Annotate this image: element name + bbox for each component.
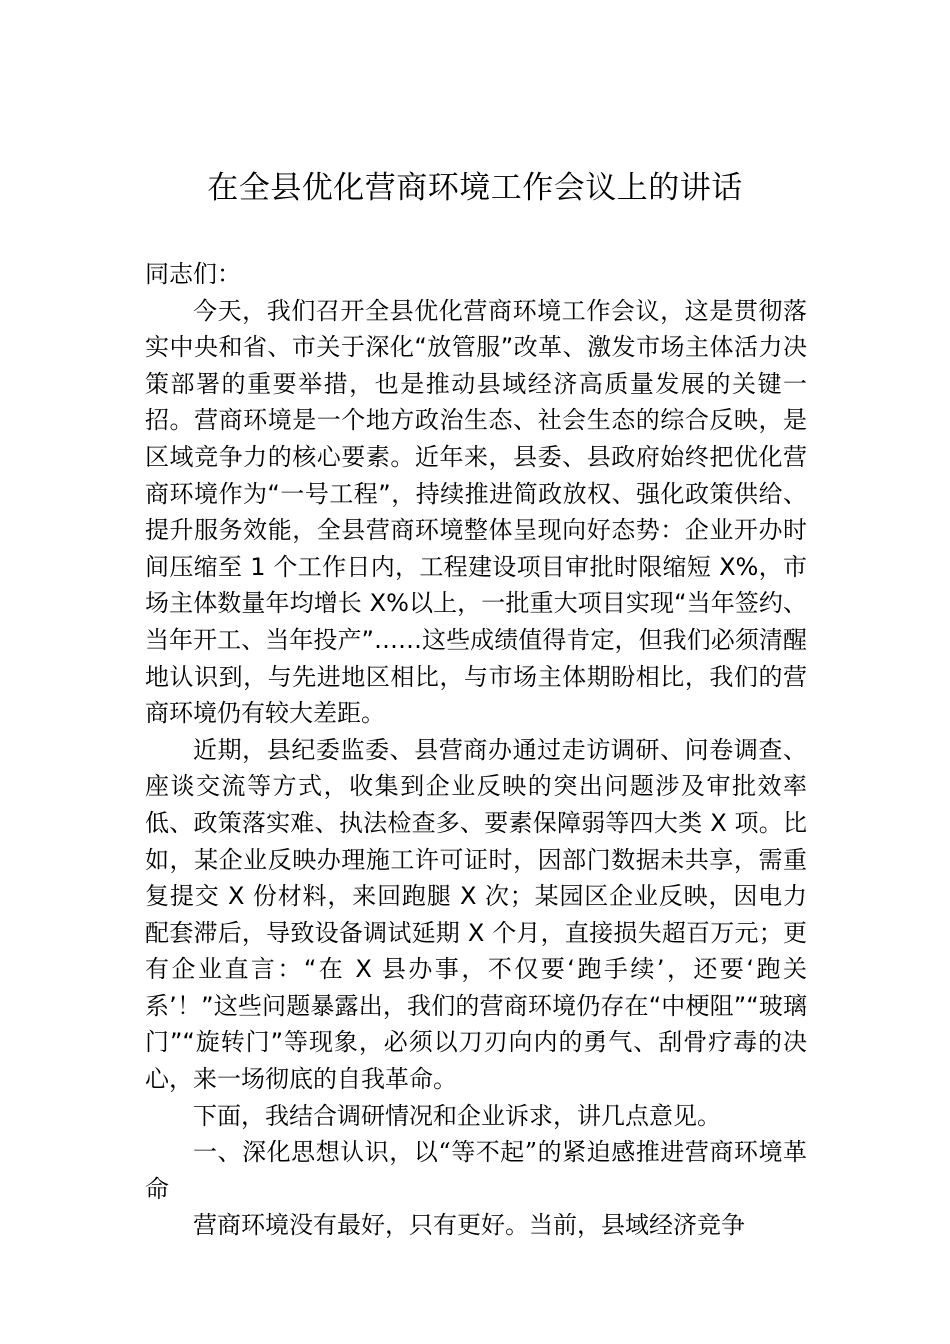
paragraph-transition: 下面，我结合调研情况和企业诉求，讲几点意见。 (193, 1101, 721, 1130)
salutation: 同志们： (145, 260, 241, 288)
paragraph-problems: 近期，县纪委监委、县营商办通过走访调研、问卷调查、座谈交流等方式，收集到企业反映的突出问题涉及审批效率低、政策落实难、执法检查多、要素保障弱等四大类 X 项。比如，某企业反映办理施工许可证时，因部门数据未共享，需重复提交 X 份材料，来回跑腿 X 次；某园区企业反映，因电力配套滞后，导致设备调试延期 X 个月，直接损失超百万元；更有企业直言：“在 X 县办事，不仅要‘跑手续’，还要‘跑关系’！”这些问题暴露出，我们的营商环境仍存在“中梗阻”“玻璃门”“旋转门”等现象，必须以刀刃向内的勇气、刮骨疗毒的决心，来一场彻底的自我革命。 (145, 735, 807, 1094)
document-body (145, 256, 807, 1244)
paragraph-section-1: 营商环境没有最好，只有更好。当前，县域经济竞争 (193, 1211, 745, 1240)
section-heading-1: 一、深化思想认识，以“等不起”的紧迫感推进营商环境革命 (145, 1138, 807, 1203)
document-title: 在全县优化营商环境工作会议上的讲话 (207, 170, 743, 206)
paragraph-intro: 今天，我们召开全县优化营商环境工作会议，这是贯彻落实中央和省、市关于深化“放管服”改革、激发市场主体活力决策部署的重要举措，也是推动县域经济高质量发展的关键一招。营商环境是一个地方政治生态、社会生态的综合反映，是区域竞争力的核心要素。近年来，县委、县政府始终把优化营商环境作为“一号工程”，持续推进简政放权、强化政策供给、提升服务效能，全县营商环境整体呈现向好态势：企业开办时间压缩至 1 个工作日内，工程建设项目审批时限缩短 X%，市场主体数量年均增长 X%以上，一批重大项目实现“当年签约、当年开工、当年投产”……这些成绩值得肯定，但我们必须清醒地认识到，与先进地区相比，与市场主体期盼相比，我们的营商环境仍有较大差距。 (145, 296, 807, 728)
